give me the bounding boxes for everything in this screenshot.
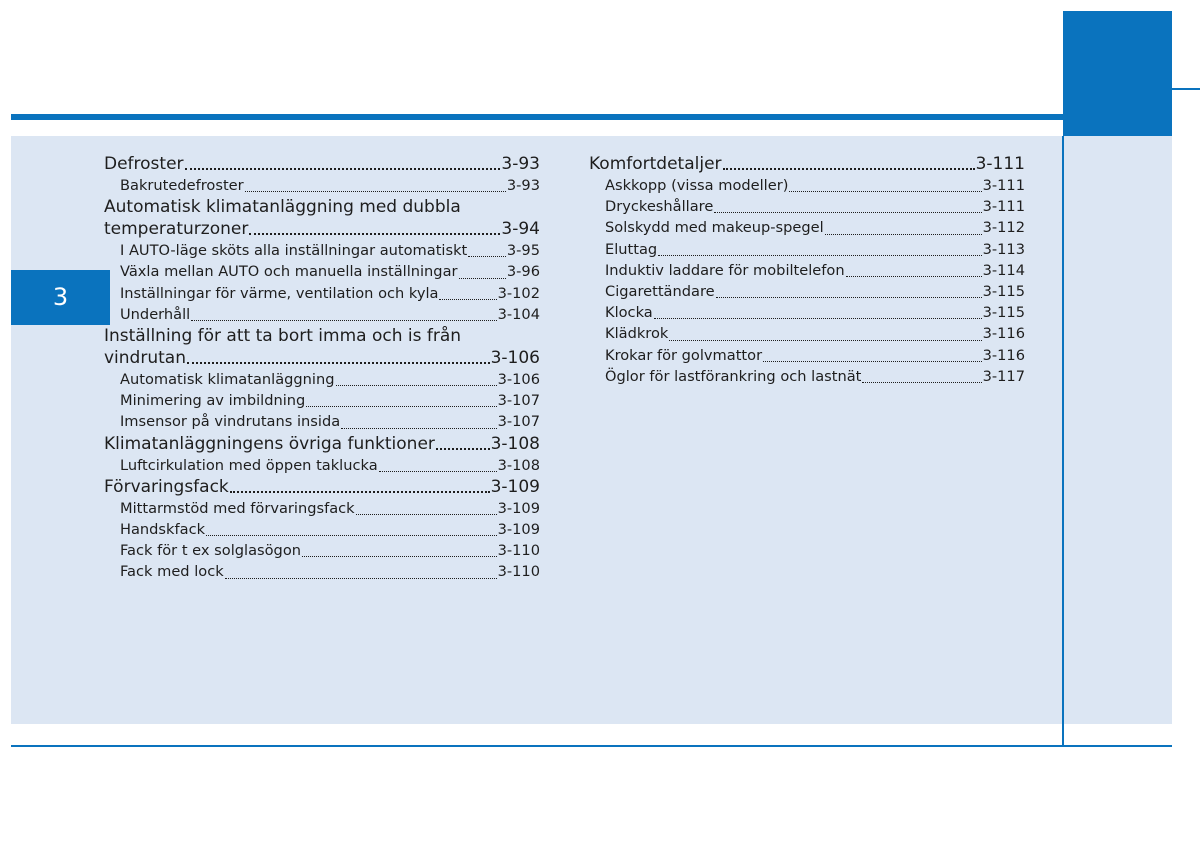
toc-entry-title: Handskfack bbox=[120, 521, 206, 539]
toc-entry-page: 3-108 bbox=[497, 456, 540, 474]
toc-entry-title: Automatisk klimatanläggning bbox=[120, 371, 335, 389]
toc-entry-automatisk-klimat[interactable] bbox=[104, 369, 540, 390]
toc-entry-imsensor[interactable] bbox=[104, 411, 540, 432]
toc-entry-forvaringsfack[interactable] bbox=[104, 476, 540, 498]
toc-left-column bbox=[104, 153, 540, 583]
toc-entry-minimering[interactable] bbox=[104, 390, 540, 411]
toc-entry-title: Fack för t ex solglasögon bbox=[120, 542, 301, 560]
dot-leader bbox=[225, 577, 497, 579]
dot-leader bbox=[862, 381, 981, 383]
toc-entry-title: Underhåll bbox=[120, 305, 191, 323]
toc-entry-title-line1: Automatisk klimatanläggning med dubbla bbox=[104, 197, 461, 218]
toc-entry-title: Imsensor på vindrutans insida bbox=[120, 413, 341, 431]
dot-leader bbox=[187, 361, 490, 364]
toc-entry-title: Krokar för golvmattor bbox=[605, 346, 763, 364]
toc-entry-page: 3-94 bbox=[501, 219, 540, 240]
dot-leader bbox=[245, 190, 506, 192]
toc-entry-page: 3-93 bbox=[506, 177, 540, 194]
toc-entry-page: 3-109 bbox=[497, 499, 540, 517]
toc-entry-title: Fack med lock bbox=[120, 563, 224, 581]
toc-entry-title: Klimatanläggningens övriga funktioner bbox=[104, 433, 435, 454]
toc-entry-title: Klocka bbox=[605, 304, 653, 322]
toc-entry-title: vindrutan bbox=[104, 348, 186, 369]
toc-entry-title: Förvaringsfack bbox=[104, 476, 229, 497]
dot-leader bbox=[341, 427, 496, 429]
toc-entry-page: 3-115 bbox=[982, 304, 1025, 322]
toc-entry-cigarett[interactable] bbox=[589, 281, 1025, 302]
toc-entry-title: Minimering av imbildning bbox=[120, 392, 306, 410]
dot-leader bbox=[723, 167, 975, 170]
toc-entry-page: 3-106 bbox=[490, 348, 540, 369]
toc-entry-page: 3-96 bbox=[506, 263, 540, 281]
corner-tick bbox=[1172, 88, 1200, 90]
top-rule bbox=[11, 114, 1063, 120]
toc-entry-page: 3-117 bbox=[982, 367, 1025, 385]
toc-entry-title: I AUTO-läge sköts alla inställningar automatiskt bbox=[120, 242, 468, 260]
toc-entry-page: 3-93 bbox=[501, 154, 540, 174]
toc-right-column bbox=[589, 153, 1025, 387]
toc-entry-vaxla[interactable] bbox=[104, 261, 540, 282]
toc-entry-page: 3-107 bbox=[497, 413, 540, 431]
toc-entry-mittarmstod[interactable] bbox=[104, 498, 540, 519]
toc-entry-page: 3-109 bbox=[497, 521, 540, 539]
toc-entry-title: Eluttag bbox=[605, 240, 658, 258]
toc-entry-handskfack[interactable] bbox=[104, 519, 540, 540]
toc-entry-title: Klädkrok bbox=[605, 325, 669, 343]
dot-leader bbox=[436, 447, 490, 450]
toc-entry-page: 3-113 bbox=[982, 240, 1025, 258]
dot-leader bbox=[206, 534, 497, 536]
toc-entry-solglasogon[interactable] bbox=[104, 540, 540, 561]
dot-leader bbox=[763, 360, 982, 362]
toc-entry-vindrutan[interactable] bbox=[104, 347, 540, 369]
dot-leader bbox=[825, 233, 982, 235]
toc-entry-title: Induktiv laddare för mobiltelefon bbox=[605, 261, 845, 279]
toc-entry-page: 3-102 bbox=[497, 284, 540, 302]
bottom-rule bbox=[11, 745, 1172, 747]
toc-entry-page: 3-111 bbox=[982, 198, 1025, 216]
toc-entry-title: Öglor för lastförankring och lastnät bbox=[605, 367, 862, 385]
toc-entry-page: 3-109 bbox=[490, 476, 540, 497]
toc-entry-page: 3-111 bbox=[982, 177, 1025, 194]
toc-entry-page: 3-107 bbox=[497, 392, 540, 410]
dot-leader bbox=[249, 232, 500, 235]
toc-entry-krokar[interactable] bbox=[589, 345, 1025, 366]
dot-leader bbox=[379, 470, 497, 472]
toc-entry-luftcirkulation[interactable] bbox=[104, 455, 540, 476]
dot-leader bbox=[439, 298, 496, 300]
toc-entry-page: 3-110 bbox=[497, 542, 540, 560]
toc-entry-defroster[interactable] bbox=[104, 153, 540, 175]
dot-leader bbox=[459, 277, 506, 279]
toc-entry-auto-lage[interactable] bbox=[104, 240, 540, 261]
toc-entry-dryckeshallare[interactable] bbox=[589, 196, 1025, 217]
toc-entry-page: 3-116 bbox=[982, 346, 1025, 364]
toc-entry-title: Solskydd med makeup-spegel bbox=[605, 219, 824, 237]
toc-entry-page: 3-104 bbox=[497, 305, 540, 323]
dot-leader bbox=[658, 254, 981, 256]
toc-entry-title: Defroster bbox=[104, 154, 184, 174]
toc-entry-title: Cigarettändare bbox=[605, 283, 715, 301]
dot-leader bbox=[654, 317, 982, 319]
toc-entry-fack-lock[interactable] bbox=[104, 561, 540, 582]
toc-entry-title-line1: Inställning för att ta bort imma och is från bbox=[104, 326, 462, 347]
toc-entry-page: 3-108 bbox=[490, 433, 540, 454]
corner-block bbox=[1063, 11, 1172, 136]
toc-entry-page: 3-115 bbox=[982, 283, 1025, 301]
dot-leader bbox=[669, 339, 981, 341]
toc-entry-page: 3-114 bbox=[982, 261, 1025, 279]
dot-leader bbox=[230, 490, 490, 493]
toc-entry-induktiv[interactable] bbox=[589, 260, 1025, 281]
toc-entry-title: Askkopp (vissa modeller) bbox=[605, 177, 789, 194]
toc-entry-title: Mittarmstöd med förvaringsfack bbox=[120, 499, 355, 517]
toc-entry-title: Bakrutedefroster bbox=[120, 177, 244, 194]
dot-leader bbox=[185, 167, 501, 170]
toc-entry-eluttag[interactable] bbox=[589, 239, 1025, 260]
dot-leader bbox=[468, 255, 506, 257]
toc-entry-title: temperaturzoner bbox=[104, 219, 249, 240]
toc-entry-installningar-varme[interactable] bbox=[104, 283, 540, 304]
toc-entry-komfort[interactable] bbox=[589, 153, 1025, 175]
dot-leader bbox=[716, 296, 982, 298]
toc-entry-oglor[interactable] bbox=[589, 366, 1025, 387]
panel-divider bbox=[1062, 136, 1064, 746]
toc-entry-bakrutedefroster[interactable] bbox=[104, 175, 540, 196]
dot-leader bbox=[191, 319, 496, 321]
toc-entry-page: 3-112 bbox=[982, 219, 1025, 237]
toc-entry-title: Komfortdetaljer bbox=[589, 154, 722, 174]
toc-entry-page: 3-111 bbox=[975, 154, 1025, 174]
toc-entry-askkopp[interactable] bbox=[589, 175, 1025, 196]
dot-leader bbox=[306, 405, 496, 407]
toc-entry-klocka[interactable] bbox=[589, 302, 1025, 323]
toc-entry-solskydd[interactable] bbox=[589, 217, 1025, 238]
toc-entry-page: 3-116 bbox=[982, 325, 1025, 343]
toc-entry-page: 3-110 bbox=[497, 563, 540, 581]
toc-entry-ovriga[interactable] bbox=[104, 433, 540, 455]
toc-entry-page: 3-106 bbox=[497, 371, 540, 389]
toc-entry-title: Växla mellan AUTO och manuella inställningar bbox=[120, 263, 458, 281]
dot-leader bbox=[302, 555, 497, 557]
toc-entry-kladkrok[interactable] bbox=[589, 323, 1025, 344]
toc-entry-title: Luftcirkulation med öppen taklucka bbox=[120, 456, 378, 474]
toc-entry-title: Inställningar för värme, ventilation och kyla bbox=[120, 284, 439, 302]
toc-entry-temperaturzoner[interactable] bbox=[104, 218, 540, 240]
toc-entry-title: Dryckeshållare bbox=[605, 198, 714, 216]
toc-entry-page: 3-95 bbox=[506, 242, 540, 260]
dot-leader bbox=[356, 513, 497, 515]
chapter-tab: 3 bbox=[11, 270, 110, 325]
dot-leader bbox=[789, 190, 981, 192]
dot-leader bbox=[714, 211, 981, 213]
toc-entry-underhall[interactable] bbox=[104, 304, 540, 325]
dot-leader bbox=[336, 384, 497, 386]
dot-leader bbox=[846, 275, 982, 277]
